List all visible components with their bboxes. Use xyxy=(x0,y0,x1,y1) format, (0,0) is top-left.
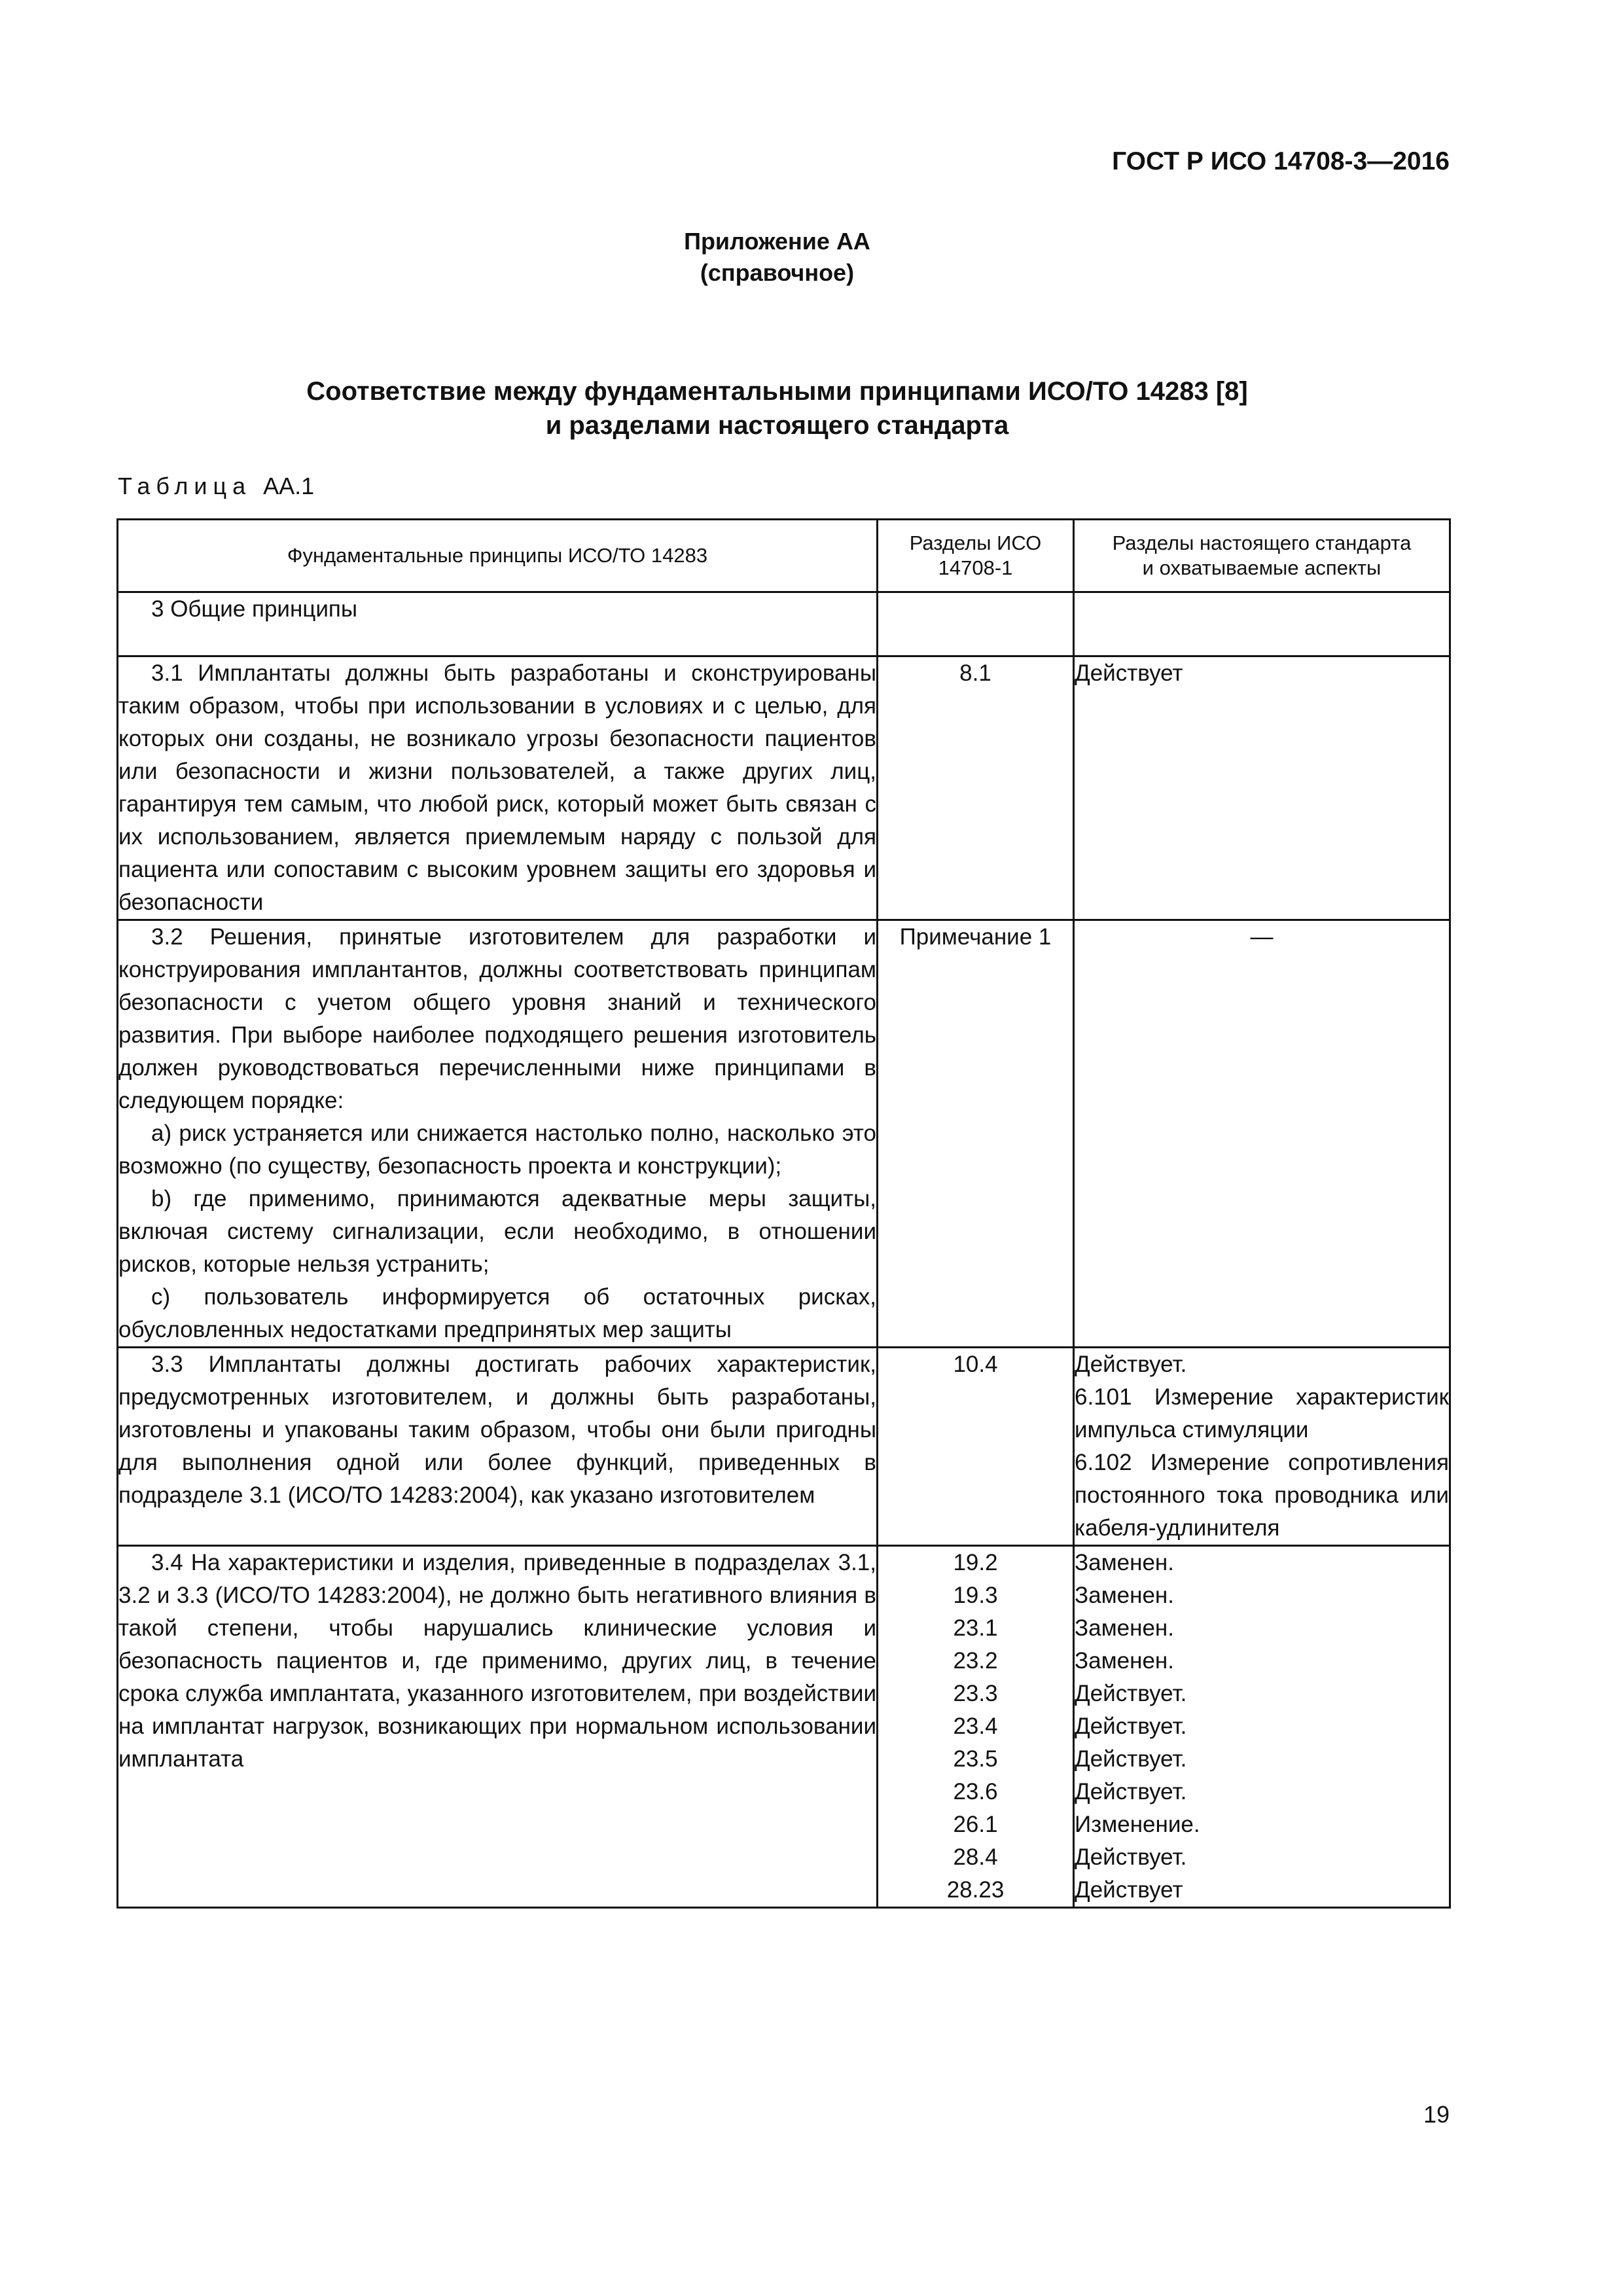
principle-text: 3.2 Решения, принятые изготовителем для разработки и конструирования имплантантов, должны соответствовать принципам безопасности с учетом общего уровня знаний и технического развития. При выборе наиболее подходящего решения изготовитель должен руководствоваться перечисленными ниже принципами в следующем порядке: xyxy=(118,924,876,1113)
correspondence-table xyxy=(116,518,1451,1909)
iso-section-number: 23.2 xyxy=(953,1648,998,1674)
iso-section-number: 23.4 xyxy=(953,1713,998,1739)
iso-section-number: 19.2 xyxy=(953,1550,998,1575)
table-row xyxy=(118,656,1450,920)
principle-text: 3.3 Имплантаты должны достигать рабочих характеристик, предусмотренных изготовителем, и должны быть разработаны, изготовлены и упакованы таким образом, чтобы они были пригодны для выполнения одной или более функций, приведенных в подразделе 3.1 (ИСО/ТО 14283:2004), как указано изготовителем xyxy=(118,1352,876,1508)
iso-section-cell xyxy=(878,920,1074,1348)
standard-aspect-cell xyxy=(1074,1546,1450,1908)
iso-section-number: 23.5 xyxy=(953,1746,998,1772)
principle-text: 3.4 На характеристики и изделия, приведенные в подразделах 3.1, 3.2 и 3.3 (ИСО/ТО 14283:2004), не должно быть негативного влияния в такой степени, чтобы нарушались клинические условия и безопасность пациентов и, где применимо, других лиц, в течение срока служба имплантата, указанного изготовителем, при воздействии на имплантат нагрузок, возникающих при нормальном использовании имплантата xyxy=(118,1550,876,1772)
table-caption-word: Таблица xyxy=(118,473,252,499)
standard-aspect-text: 6.101 Измерение характеристик импульса стимуляции xyxy=(1075,1384,1449,1443)
standard-aspect-text: Действует. xyxy=(1075,1844,1187,1870)
standard-aspect-text: Заменен. xyxy=(1075,1550,1174,1575)
appendix-kind: (справочное) xyxy=(700,259,855,286)
standard-aspect-text: — xyxy=(1250,924,1274,950)
iso-section-number: 23.6 xyxy=(953,1779,998,1804)
standard-aspect-text: Действует. xyxy=(1075,1713,1187,1739)
iso-section-number: 19.3 xyxy=(953,1583,998,1608)
standard-aspect-text: Действует xyxy=(1075,660,1183,686)
principle-cell xyxy=(118,1348,878,1546)
iso-section-cell xyxy=(878,656,1074,920)
principle-text: 3 Общие принципы xyxy=(151,596,357,622)
iso-section-cell xyxy=(878,1546,1074,1908)
header-iso-sections-line1: Разделы ИСО xyxy=(909,531,1042,554)
table-caption-number: АА.1 xyxy=(263,473,315,499)
standard-aspect-text: Действует xyxy=(1075,1877,1183,1903)
standard-aspect-text: Действует. xyxy=(1075,1681,1187,1706)
principle-text: 3.1 Имплантаты должны быть разработаны и сконструированы таким образом, чтобы при использовании в условиях и с целью, для которых они созданы, не возникало угрозы безопасности пациентов или безопасности и жизни пользователей, а также других лиц, гарантируя тем самым, что любой риск, который может быть связан с их использованием, является приемлемым наряду с пользой для пациента или сопоставим с высоким уровнем защиты его здоровья и безопасности xyxy=(118,660,876,915)
standard-aspect-text: Действует. xyxy=(1075,1779,1187,1804)
table-row xyxy=(118,592,1450,656)
iso-section-number: 28.4 xyxy=(953,1844,998,1870)
standard-aspect-text: 6.102 Измерение сопротивления постоянного тока проводника или кабеля-удлинителя xyxy=(1075,1450,1449,1541)
iso-section-number: 8.1 xyxy=(959,660,991,686)
standard-aspect-cell xyxy=(1074,656,1450,920)
table-caption xyxy=(118,473,314,500)
standard-aspect-text: Заменен. xyxy=(1075,1648,1174,1674)
appendix-heading xyxy=(0,226,1554,289)
table-body xyxy=(118,592,1450,1908)
document-code: ГОСТ Р ИСО 14708-3—2016 xyxy=(1112,147,1450,175)
table-row xyxy=(118,1546,1450,1908)
iso-section-number: 28.23 xyxy=(946,1877,1005,1903)
table-header-row xyxy=(118,520,1450,592)
standard-aspect-cell xyxy=(1074,1348,1450,1546)
iso-section-cell xyxy=(878,1348,1074,1546)
appendix-title-block xyxy=(0,374,1554,442)
iso-section-cell xyxy=(878,592,1074,656)
iso-section-number: Примечание 1 xyxy=(899,924,1052,950)
principle-list-item: с) пользователь информируется об остаточных рисках, обусловленных недостатками предпринятых мер защиты xyxy=(118,1284,876,1342)
standard-aspect-cell xyxy=(1074,592,1450,656)
iso-section-number: 23.3 xyxy=(953,1681,998,1706)
iso-section-number: 23.1 xyxy=(953,1615,998,1641)
page-number: 19 xyxy=(1423,2101,1450,2128)
principle-cell xyxy=(118,920,878,1348)
principle-cell xyxy=(118,592,878,656)
principle-list-item: b) где применимо, принимаются адекватные меры защиты, включая систему сигнализации, если необходимо, в отношении рисков, которые нельзя устранить; xyxy=(118,1186,876,1277)
title-line-1: Соответствие между фундаментальными принципами ИСО/ТО 14283 [8] xyxy=(306,377,1248,406)
title-line-2: и разделами настоящего стандарта xyxy=(545,411,1009,440)
header-standard-sections-line2: и охватываемые аспекты xyxy=(1142,556,1382,579)
principle-cell xyxy=(118,656,878,920)
iso-section-number: 10.4 xyxy=(953,1352,998,1377)
iso-section-number: 26.1 xyxy=(953,1812,998,1837)
standard-aspect-text: Действует. xyxy=(1075,1352,1187,1377)
appendix-title: Приложение АА xyxy=(684,228,870,255)
header-standard-sections-line1: Разделы настоящего стандарта xyxy=(1112,531,1412,554)
standard-aspect-text: Заменен. xyxy=(1075,1615,1174,1641)
header-iso-sections-line2: 14708-1 xyxy=(938,556,1013,579)
table-row xyxy=(118,1348,1450,1546)
standard-aspect-cell xyxy=(1074,920,1450,1348)
standard-aspect-text: Заменен. xyxy=(1075,1583,1174,1608)
header-standard-sections xyxy=(1074,520,1450,592)
header-principles: Фундаментальные принципы ИСО/ТО 14283 xyxy=(118,520,878,592)
principle-cell xyxy=(118,1546,878,1908)
header-iso-sections xyxy=(878,520,1074,592)
standard-aspect-text: Действует. xyxy=(1075,1746,1187,1772)
table-row xyxy=(118,920,1450,1348)
principle-list-item: а) риск устраняется или снижается настолько полно, насколько это возможно (по существу, безопасность проекта и конструкции); xyxy=(118,1121,876,1179)
standard-aspect-text: Изменение. xyxy=(1075,1812,1200,1837)
